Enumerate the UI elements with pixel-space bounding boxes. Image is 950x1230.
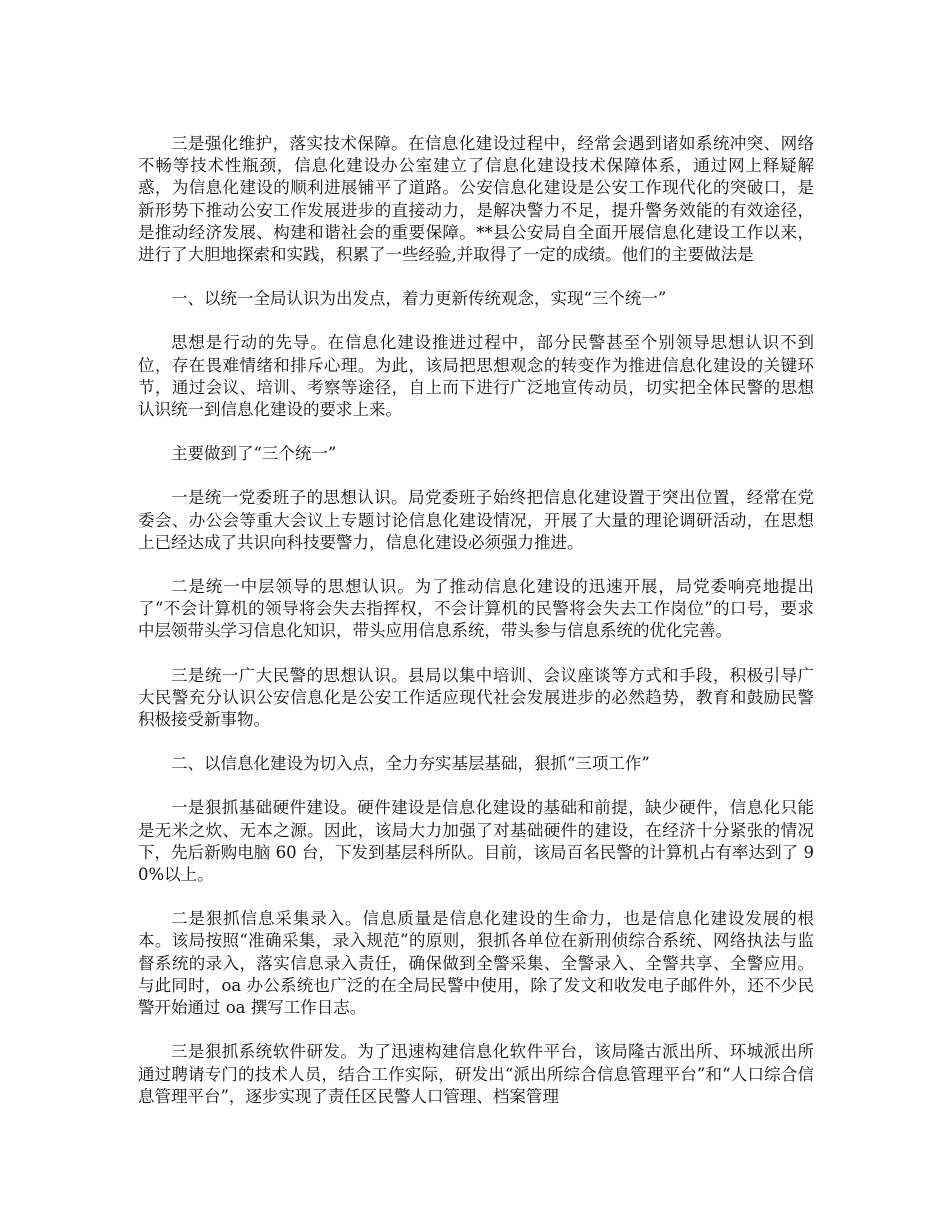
paragraph-data-entry: 二是狠抓信息采集录入。信息质量是信息化建设的生命力，也是信息化建设发展的根本。该局按照“准确采集，录入规范”的原则，狠抓各单位在新刑侦综合系统、网络执法与监督系统的录入，落实信息录入责任，确保做到全警采集、全警录入、全警共享、全警应用。与此同时，oa 办公系统也广泛的在全局民警中使用，除了发文和收发电子邮件外，还不少民警开始通过 oa 撰写工作日志。: [138, 909, 814, 1018]
paragraph-hardware: 一是狠抓基础硬件建设。硬件建设是信息化建设的基础和前提，缺少硬件，信息化只能是无米之炊、无本之源。因此，该局大力加强了对基础硬件的建设，在经济十分紧张的情况下，先后新购电脑 60 台，下发到基层科所队。目前，该局百名民警的计算机占有率达到了 90%以上。: [138, 798, 814, 885]
section-heading-one: 一、以统一全局认识为出发点，着力更新传统观念，实现“三个统一”: [171, 289, 667, 309]
paragraph-party-committee: 一是统一党委班子的思想认识。局党委班子始终把信息化建设置于突出位置，经常在党委会、办公会等重大会议上专题讨论信息化建设情况，开展了大量的理论调研活动，在思想上已经达成了共识向科技要警力，信息化建设必须强力推进。: [138, 488, 814, 552]
paragraph-all-police: 三是统一广大民警的思想认识。县局以集中培训、会议座谈等方式和手段，积极引导广大民警充分认识公安信息化是公安工作适应现代社会发展进步的必然趋势，教育和鼓励民警积极接受新事物。: [138, 665, 814, 730]
paragraph-ideology: 思想是行动的先导。在信息化建设推进过程中，部分民警甚至个别领导思想认识不到位，存在畏难情绪和排斥心理。为此，该局把思想观念的转变作为推进信息化建设的关键环节，通过会议、培训、考察等途径，自上而下进行广泛地宣传动员，切实把全体民警的思想认识统一到信息化建设的要求上来。: [138, 333, 814, 420]
section-heading-two: 二、以信息化建设为切入点，全力夯实基层基础，狠抓“三项工作”: [171, 754, 650, 774]
subheading-three-unify: 主要做到了“三个统一”: [171, 444, 337, 464]
paragraph-middle-leaders: 二是统一中层领导的思想认识。为了推动信息化建设的迅速开展，局党委响亮地提出了“不会计算机的领导将会失去指挥权，不会计算机的民警将会失去工作岗位”的口号，要求中层领带头学习信息化知识，带头应用信息系统，带头参与信息系统的优化完善。: [138, 577, 814, 641]
document-body: [138, 133, 814, 1130]
paragraph-tech-support: 三是强化维护，落实技术保障。在信息化建设过程中，经常会遇到诸如系统冲突、网络不畅等技术性瓶颈，信息化建设办公室建立了信息化建设技术保障体系，通过网上释疑解惑，为信息化建设的顺利进展铺平了道路。公安信息化建设是公安工作现代化的突破口，是新形势下推动公安工作发展进步的直接动力，是解决警力不足，提升警务效能的有效途径，是推动经济发展、构建和谐社会的重要保障。**县公安局自全面开展信息化建设工作以来，进行了大胆地探索和实践，积累了一些经验,并取得了一定的成绩。他们的主要做法是: [138, 134, 814, 265]
paragraph-software: 三是狠抓系统软件研发。为了迅速构建信息化软件平台，该局隆古派出所、环城派出所通过聘请专门的技术人员，结合工作实际，研发出“派出所综合信息管理平台”和“人口综合信息管理平台”，逐步实现了责任区民警人口管理、档案管理: [138, 1042, 814, 1106]
